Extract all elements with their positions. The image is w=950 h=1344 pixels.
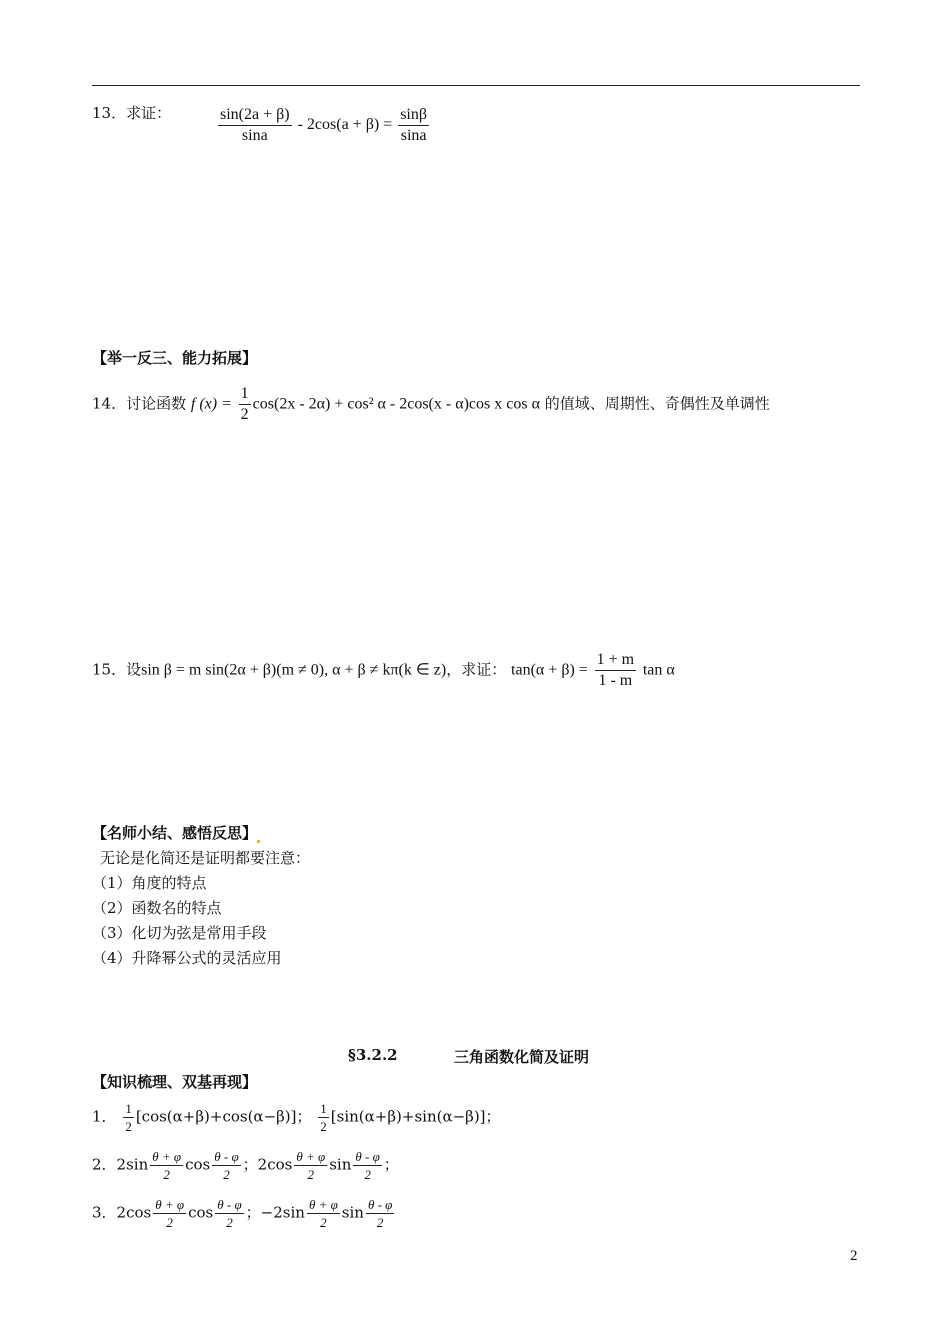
summary-title: 【名师小结、感悟反思】 <box>92 822 260 843</box>
question-13-formula: $\frac{\sin(2a + \beta)}{\sin a}$ - 2cos(a + β) = $\frac{\sin\beta}{\sin a}$ <box>220 106 428 144</box>
section-extension-title: 【举一反三、能力拓展】 <box>92 349 258 367</box>
summary-item-4: （4）升降幂公式的灵活应用 <box>92 949 282 967</box>
fraction: $\frac{1}{2}$ <box>125 1101 132 1134</box>
fraction: $\frac{1}{2}$ <box>240 385 249 423</box>
header-rule <box>92 85 860 86</box>
summary-intro: 无论是化简还是证明都要注意： <box>100 849 311 867</box>
fraction: $\frac{\sin\beta}{\sin a}$ <box>400 106 428 144</box>
fraction: $\frac{1 + m}{1 - m}$ <box>596 651 635 689</box>
summary-item-2: （2）函数名的特点 <box>92 899 222 917</box>
knowledge-line-2: 2．2sin $\frac{\theta + \varphi}{2}$ cos $\frac{\theta - \varphi}{2}$ ；2cos $\frac{\theta + \varphi}{2}$ sin $\frac{\theta - \varphi}{2}$ ； <box>92 1149 399 1182</box>
fraction: $\frac{1}{2}$ <box>320 1101 327 1134</box>
summary-item-1: （1）角度的特点 <box>92 874 207 892</box>
question-13-label: 13．求证： <box>92 104 172 122</box>
knowledge-title: 【知识梳理、双基再现】 <box>92 1073 258 1091</box>
fraction: $\frac{\theta + \varphi}{2}$ <box>155 1197 185 1230</box>
fraction: $\frac{\theta - \varphi}{2}$ <box>355 1149 380 1182</box>
fraction: $\frac{\theta + \varphi}{2}$ <box>152 1149 182 1182</box>
fraction: $\frac{\theta + \varphi}{2}$ <box>308 1197 338 1230</box>
mark-dot <box>257 840 260 843</box>
question-15: 15．设sin β = m sin(2α + β)(m ≠ 0), α + β ≠ kπ(k ∈ z)，求证： tan(α + β) = $\frac{1 + m}{1 - m}$ tan α <box>92 651 675 689</box>
page-number: 2 <box>850 1248 858 1264</box>
question-14: 14．讨论函数 f (x) = $\frac{1}{2}$ cos(2x - 2α) + cos² α - 2cos(x - α)cos x cos α 的值域、周期性、奇偶性及单调性 <box>92 385 770 423</box>
fraction: $\frac{\theta - \varphi}{2}$ <box>217 1197 242 1230</box>
fraction: $\frac{\theta + \varphi}{2}$ <box>296 1149 326 1182</box>
fraction: $\frac{\theta - \varphi}{2}$ <box>367 1197 393 1230</box>
knowledge-line-1: 1． $\frac{1}{2}$ [cos(α+β)+cos(α−β)]； $\frac{1}{2}$ [sin(α+β)+sin(α−β)]； <box>92 1101 501 1134</box>
fraction: $\frac{\sin(2a + \beta)}{\sin a}$ <box>220 106 290 144</box>
summary-item-3: （3）化切为弦是常用手段 <box>92 924 267 942</box>
knowledge-line-3: 3．2cos $\frac{\theta + \varphi}{2}$ cos $\frac{\theta - \varphi}{2}$ ；−2sin $\frac{\theta + \varphi}{2}$ sin $\frac{\theta - \varphi}{2}$ <box>92 1197 393 1230</box>
fraction: $\frac{\theta - \varphi}{2}$ <box>214 1149 239 1182</box>
section-code: §3.2.2 <box>348 1046 398 1064</box>
section-name: 三角函数化简及证明 <box>454 1048 590 1066</box>
